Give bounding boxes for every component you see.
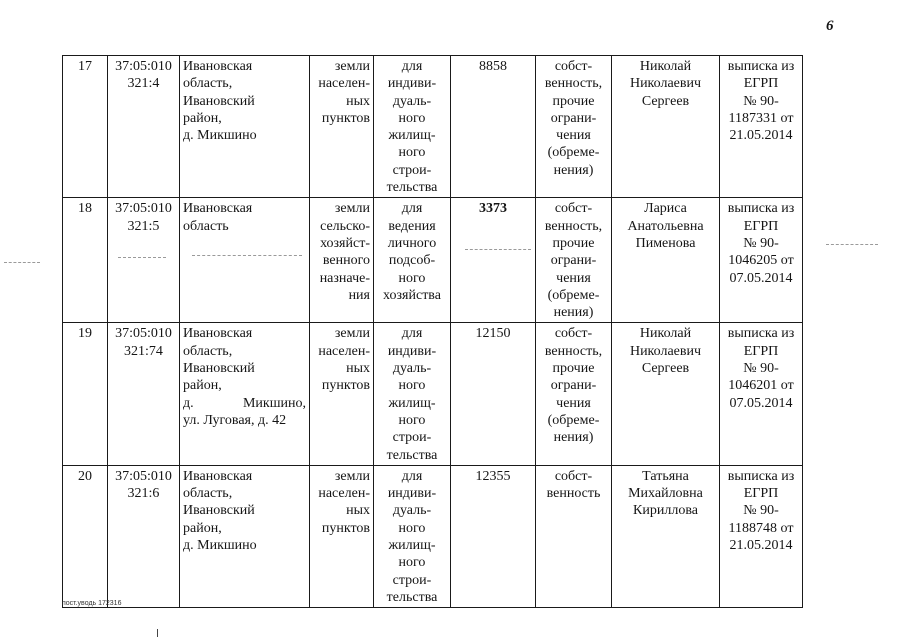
land-plots-table [62,55,803,608]
row-number-cell: 17 [63,56,108,198]
footer-note: пост.уводь 172316 [62,600,122,607]
land-category-cell: земли населен- ных пунктов [310,323,374,465]
document-cell: выписка из ЕГРП № 90- 1046205 от 07.05.2014 [720,198,803,323]
land-category-cell: земли сельско- хозяйст- венного назначе- ния [310,198,374,323]
scan-artifact-line [192,255,302,257]
address-village-prefix: д. [183,395,194,411]
table-row [63,323,803,465]
document-cell: выписка из ЕГРП № 90- 1188748 от 21.05.2014 [720,465,803,607]
table-row [63,198,803,323]
address-line: район, [183,378,222,394]
permitted-use-cell: для индиви- дуаль- ного жилищ- ного строи- тельства [374,56,451,198]
land-category-cell: земли населен- ных пунктов [310,56,374,198]
address-cell: Ивановская область, Ивановский район, д. Микшино [180,56,310,198]
row-number-cell: 19 [63,323,108,465]
address-line [183,395,306,412]
address-cell: Ивановская область [180,198,310,323]
cadastral-number-cell: 37:05:010 321:74 [108,323,180,465]
scan-artifact-mark [157,629,158,637]
permitted-use-cell: для индиви- дуаль- ного жилищ- ного строи- тельства [374,323,451,465]
cadastral-number-cell: 37:05:010 321:5 [108,198,180,323]
address-cell [180,323,310,465]
table-row [63,465,803,607]
right-type-cell: собст- венность, прочие ограни- чения (обреме- нения) [536,323,612,465]
row-number-cell: 18 [63,198,108,323]
address-line: Ивановская [183,326,253,342]
address-line: ул. Луговая, д. 42 [183,412,287,428]
cadastral-number-cell: 37:05:010 321:6 [108,465,180,607]
area-cell: 8858 [451,56,536,198]
area-cell: 12150 [451,323,536,465]
page-mark: 6 [826,18,834,34]
owner-cell: Николай Николаевич Сергеев [612,56,720,198]
right-type-cell: собст- венность, прочие ограни- чения (обреме- нения) [536,56,612,198]
document-cell: выписка из ЕГРП № 90- 1046201 от 07.05.2014 [720,323,803,465]
right-type-cell: собст- венность, прочие ограни- чения (обреме- нения) [536,198,612,323]
table-row [63,56,803,198]
owner-cell: Лариса Анатольевна Пименова [612,198,720,323]
scan-artifact-line [465,249,531,251]
scan-artifact-line [4,262,40,264]
scan-artifact-line [826,244,878,246]
address-village-name: Микшино, [242,395,306,411]
owner-cell: Татьяна Михайловна Кириллова [612,465,720,607]
right-type-cell: собст- венность [536,465,612,607]
permitted-use-cell: для индиви- дуаль- ного жилищ- ного строи- тельства [374,465,451,607]
address-line: область, [183,343,233,359]
document-cell: выписка из ЕГРП № 90- 1187331 от 21.05.2014 [720,56,803,198]
cadastral-number-cell: 37:05:010 321:4 [108,56,180,198]
owner-cell: Николай Николаевич Сергеев [612,323,720,465]
address-cell: Ивановская область, Ивановский район, д. Микшино [180,465,310,607]
permitted-use-cell: для ведения личного подсоб- ного хозяйства [374,198,451,323]
address-line: Ивановский [183,361,255,377]
land-category-cell: земли населен- ных пунктов [310,465,374,607]
area-cell: 3373 [451,198,536,323]
row-number-cell: 20 [63,465,108,607]
area-cell: 12355 [451,465,536,607]
scan-artifact-line [118,257,166,259]
